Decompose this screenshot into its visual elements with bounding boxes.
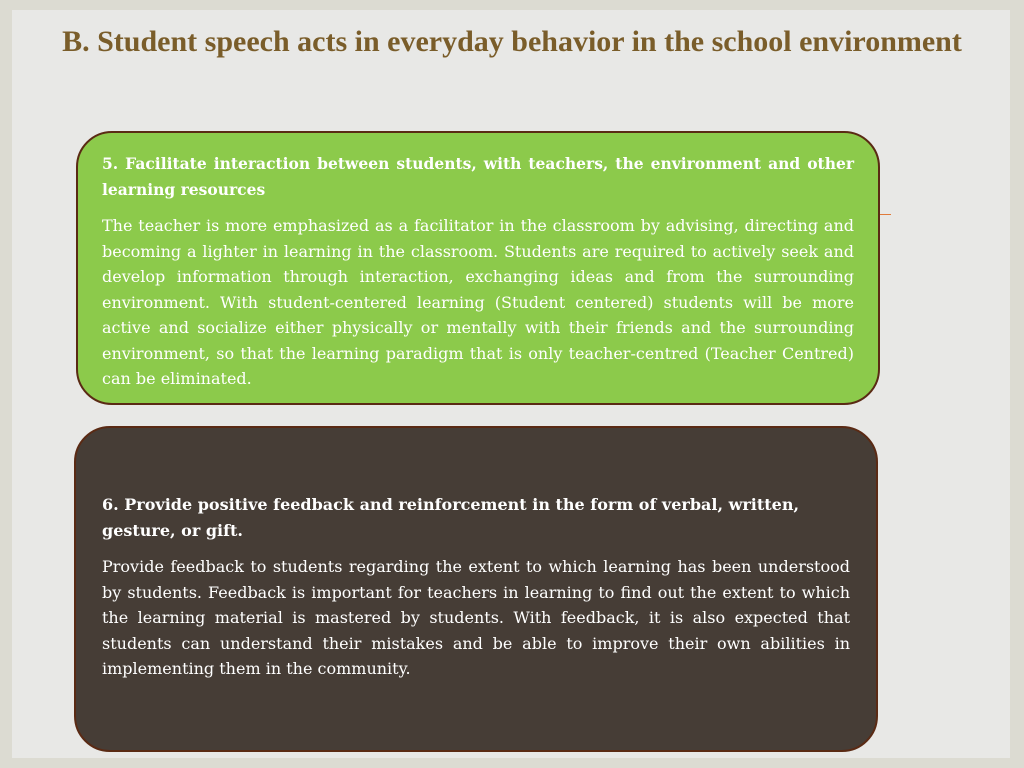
- section-5-box: [76, 131, 880, 405]
- section-5-body: The teacher is more emphasized as a facilitator in the classroom by advising, directing and becoming a lighter in learning in the classroom. Students are required to actively seek and develop information through interaction, exchanging ideas and from the surrounding environment. With student-centered learning (Student centered) students will be more active and socialize either physically or mentally with their friends and the surrounding environment, so that the learning paradigm that is only teacher-centred (Teacher Centred) can be eliminated.: [102, 216, 854, 388]
- section-6-box: [74, 426, 878, 752]
- accent-line: [880, 214, 891, 215]
- section-6-body: Provide feedback to students regarding the extent to which learning has been understood by students. Feedback is important for teachers in learning to find out the extent to which the learning material is mastered by students. With feedback, it is also expected that students can understand their mistakes and be able to improve their own abilities in implementing them in the community.: [102, 557, 850, 678]
- section-6-heading: 6. Provide positive feedback and reinforcement in the form of verbal, written, gesture, or gift.: [102, 495, 800, 540]
- section-5-heading: 5. Facilitate interaction between students, with teachers, the environment and other learning resources: [102, 154, 854, 199]
- slide-title: B. Student speech acts in everyday behavior in the school environment: [62, 25, 962, 58]
